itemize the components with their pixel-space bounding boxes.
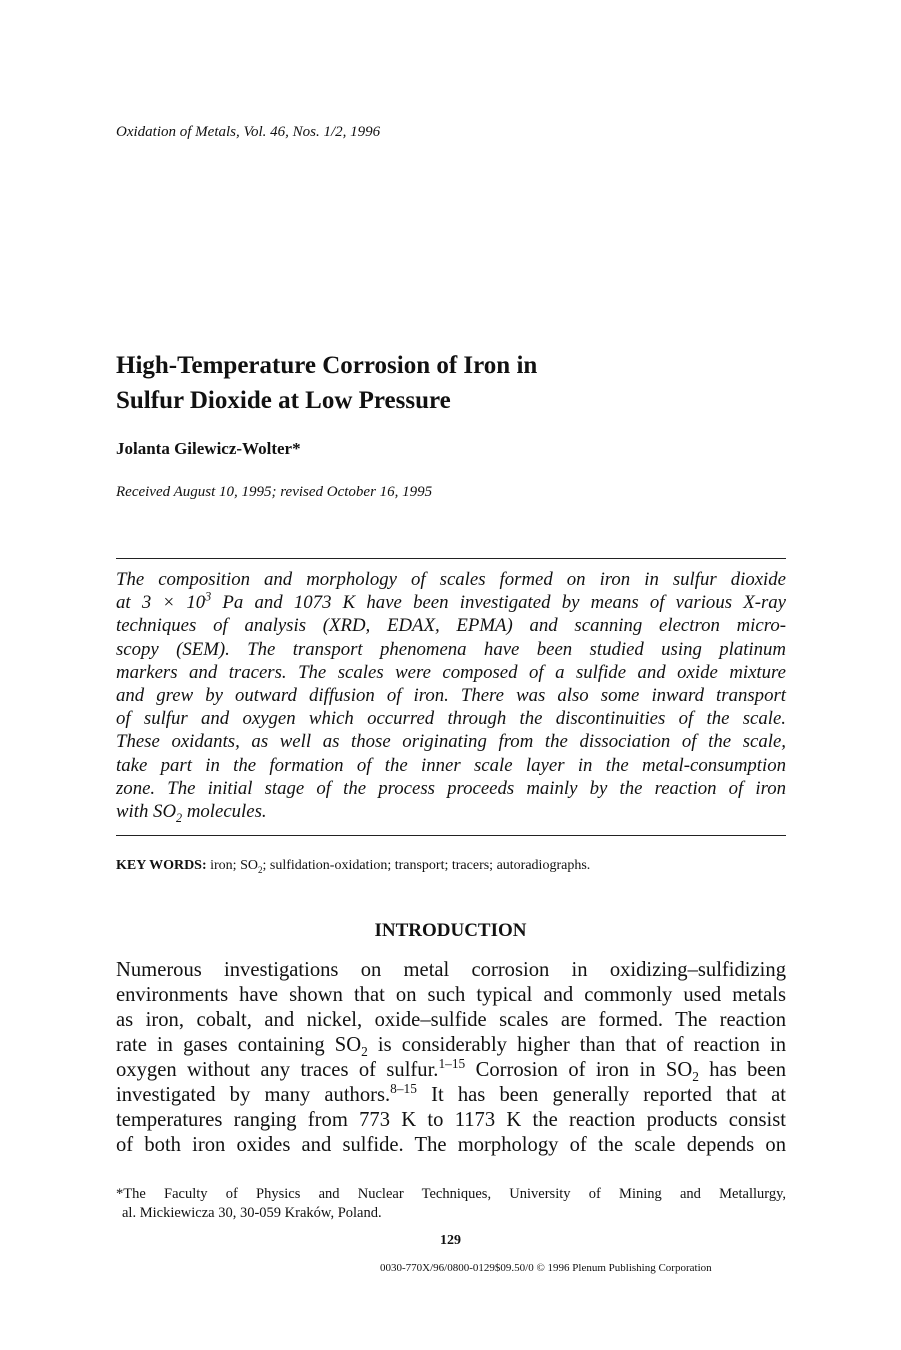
text-run: rate in gases containing SO	[116, 1034, 362, 1056]
text-run: It has been generally reported that at	[416, 1084, 786, 1106]
text-run: molecules.	[182, 801, 267, 823]
body-line: of both iron oxides and sulfide. The morphology of the scale depends on	[116, 1134, 786, 1156]
copyright-line: 0030-770X/96/0800-0129$09.50/0 © 1996 Plenum Publishing Corporation	[380, 1262, 712, 1274]
body-line	[116, 1083, 786, 1108]
text-run: Corrosion of iron in SO	[465, 1059, 693, 1081]
text-run: with SO	[116, 801, 177, 823]
abstract-line: take part in the formation of the inner scale layer in the metal-consumption	[116, 754, 786, 776]
abstract-line: These oxidants, as well as those originating from the dissociation of the scale,	[116, 731, 786, 753]
abstract-line: zone. The initial stage of the process proceeds mainly by the reaction of iron	[116, 777, 786, 799]
body-line: temperatures ranging from 773 K to 1173 K the reaction products consist	[116, 1109, 786, 1131]
text-run: ; sulfidation-oxidation; transport; tracers; autoradiographs.	[262, 858, 591, 873]
abstract-line: scopy (SEM). The transport phenomena have been studied using platinum	[116, 638, 786, 660]
citation-superscript: 8–15	[390, 1081, 417, 1097]
footnote-line: *The Faculty of Physics and Nuclear Techniques, University of Mining and Metallurgy,	[116, 1186, 786, 1202]
keywords	[116, 858, 786, 874]
title-line-2: Sulfur Dioxide at Low Pressure	[116, 387, 451, 414]
abstract-bottom-rule	[116, 835, 786, 836]
abstract-line: The composition and morphology of scales formed on iron in sulfur dioxide	[116, 569, 786, 590]
section-heading: INTRODUCTION	[374, 920, 527, 941]
title-line-1: High-Temperature Corrosion of Iron in	[116, 352, 538, 379]
subscript: 2	[361, 1044, 368, 1060]
body-line	[116, 1058, 786, 1083]
journal-citation: Oxidation of Metals, Vol. 46, Nos. 1/2, 1996	[116, 124, 381, 140]
subscript: 2	[176, 810, 183, 825]
superscript: 3	[205, 589, 212, 604]
text-run: oxygen without any traces of sulfur.	[116, 1059, 439, 1081]
abstract-line: and grew by outward diffusion of iron. There was also some inward transport	[116, 685, 786, 707]
body-line: Numerous investigations on metal corrosion in oxidizing–sulfidizing	[116, 959, 786, 981]
author-name: Jolanta Gilewicz-Wolter*	[116, 439, 301, 458]
text-run: is considerably higher than that of reaction in	[367, 1034, 786, 1056]
page-number: 129	[440, 1233, 461, 1248]
citation-superscript: 1–15	[438, 1056, 466, 1072]
abstract	[116, 568, 786, 823]
text-run: at 3 × 10	[116, 592, 206, 614]
text-run: has been	[698, 1059, 787, 1081]
body-line	[116, 1033, 786, 1058]
introduction-paragraph	[116, 958, 786, 1158]
received-dates: Received August 10, 1995; revised October 16, 1995	[116, 484, 433, 500]
text-run: Pa and 1073 K have been investigated by means of various X-ray	[211, 592, 787, 614]
abstract-line	[116, 591, 786, 614]
abstract-top-rule	[116, 558, 786, 559]
abstract-line: markers and tracers. The scales were composed of a sulfide and oxide mixture	[116, 661, 786, 683]
author-affiliation-footnote	[116, 1185, 786, 1223]
abstract-line	[116, 800, 786, 823]
footnote-line: al. Mickiewicza 30, 30-059 Kraków, Poland.	[122, 1205, 382, 1221]
subscript: 2	[257, 864, 263, 875]
text-run: iron; SO	[206, 858, 258, 873]
text-run: investigated by many authors.	[116, 1084, 391, 1106]
body-line: environments have shown that on such typical and commonly used metals	[116, 984, 786, 1006]
keywords-label: KEY WORDS:	[116, 858, 207, 873]
abstract-line: techniques of analysis (XRD, EDAX, EPMA) and scanning electron micro-	[116, 615, 786, 637]
abstract-line: of sulfur and oxygen which occurred through the discontinuities of the scale.	[116, 708, 786, 730]
body-line: as iron, cobalt, and nickel, oxide–sulfide scales are formed. The reaction	[116, 1009, 786, 1031]
article-title	[116, 348, 537, 418]
subscript: 2	[692, 1069, 699, 1085]
